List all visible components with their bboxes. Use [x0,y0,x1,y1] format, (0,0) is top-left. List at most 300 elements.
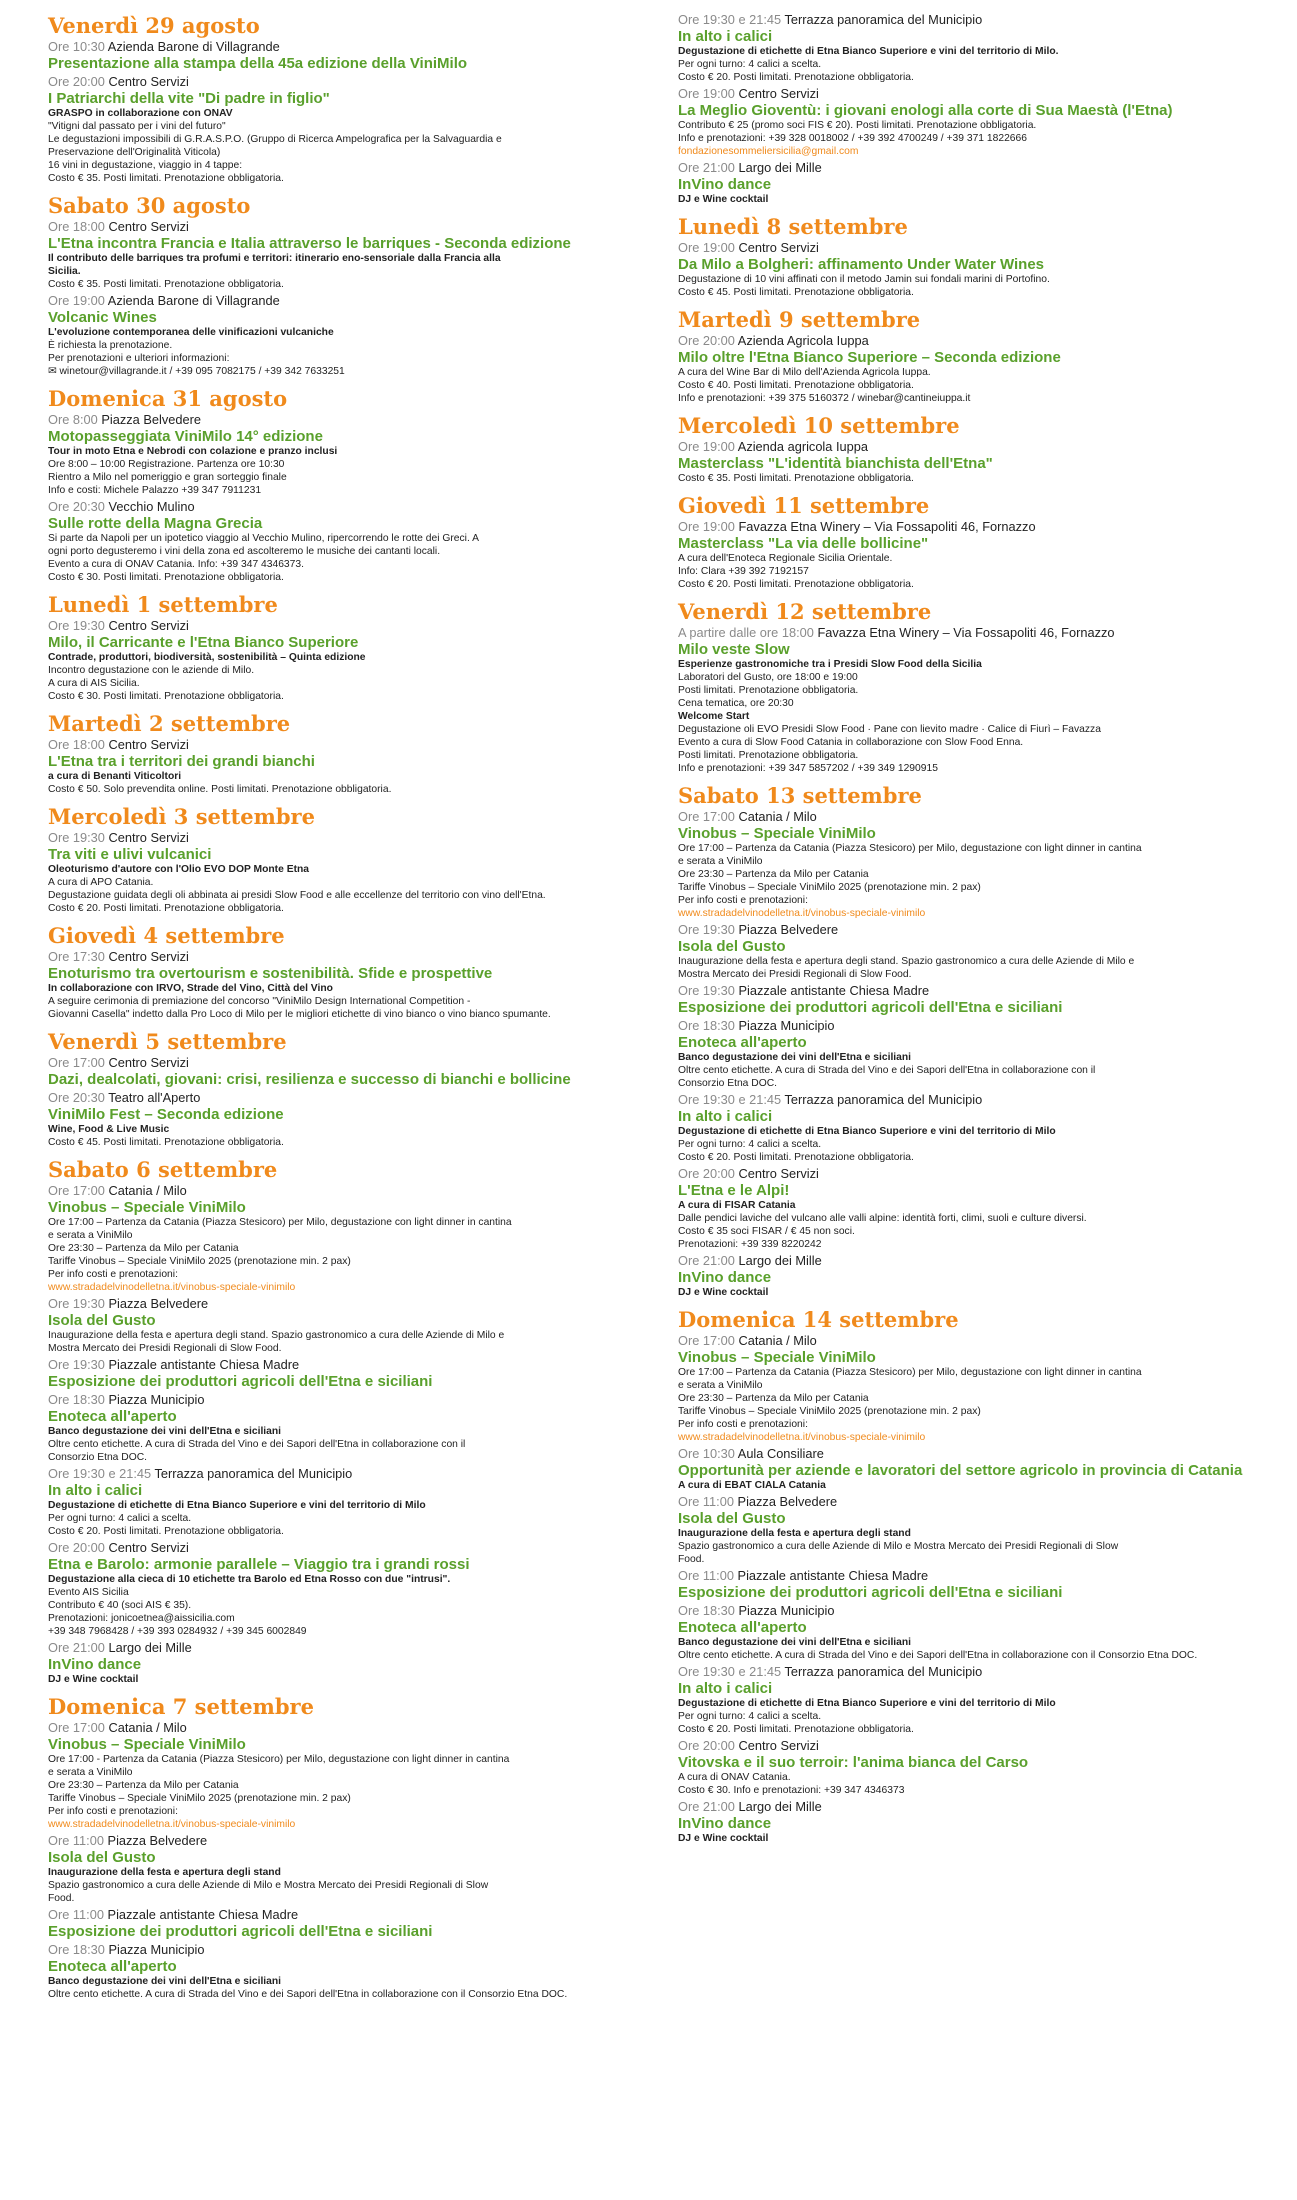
event-title: ViniMilo Fest – Seconda edizione [48,1106,284,1123]
event-title: Enoteca all'aperto [48,1958,177,1975]
event-time: Ore 17:30 [48,949,105,964]
event-detail: Degustazione di 10 vini affinati con il metodo Jamin sui fondali marini di Portofino. [678,274,1050,285]
event-time-place [678,1166,1278,1182]
event-place: Catania / Milo [108,1720,187,1735]
day-block [48,591,648,703]
event-place: Favazza Etna Winery – Via Fossapoliti 46, Fornazzo [738,519,1036,534]
event [48,219,648,291]
event-time: Ore 20:30 [48,1090,105,1105]
event [678,1166,1278,1251]
event-time: Ore 17:00 [678,1333,735,1348]
event-detail: Tariffe Vinobus – Speciale ViniMilo 2025 (prenotazione min. 2 pax) [48,1793,351,1804]
event-title: Isola del Gusto [48,1849,156,1866]
event-time-place [48,499,648,515]
event-title: Etna e Barolo: armonie parallele – Viaggio tra i grandi rossi [48,1556,470,1573]
event-detail: Per ogni turno: 4 calici a scelta. [678,1139,822,1150]
event-time-place [48,1090,648,1106]
day-block [678,782,1278,1299]
day-block [48,192,648,378]
day-block [678,492,1278,591]
event-time: Ore 11:00 [48,1833,104,1848]
event [48,1392,648,1464]
day-title: Mercoledì 10 settembre [678,413,960,438]
event-time: Ore 20:00 [48,74,105,89]
day-block [678,12,1278,206]
event-detail: Prenotazioni: +39 339 8220242 [678,1239,822,1250]
event [678,333,1278,405]
event-time: Ore 21:00 [678,1253,735,1268]
event-detail: Contrade, produttori, biodiversità, sostenibilità – Quinta edizione [48,652,366,663]
event-detail: Wine, Food & Live Music [48,1124,170,1135]
event-detail: Banco degustazione dei vini dell'Etna e siciliani [48,1426,282,1437]
event [48,39,648,72]
event [678,1333,1278,1444]
event-place: Catania / Milo [738,1333,817,1348]
event-detail: Inaugurazione della festa e apertura degli stand [48,1867,281,1878]
event-time: Ore 18:30 [678,1603,735,1618]
event-detail: A cura di FISAR Catania [678,1200,796,1211]
event-title: Esposizione dei produttori agricoli dell'Etna e siciliani [678,999,1063,1016]
event-time: A partire dalle ore 18:00 [678,625,814,640]
day-title: Venerdì 5 settembre [48,1029,287,1054]
event [678,1018,1278,1090]
event-detail: L'evoluzione contemporanea delle vinificazioni vulcaniche [48,327,334,338]
event-time-place [678,809,1278,825]
event-title: Milo, il Carricante e l'Etna Bianco Superiore [48,634,359,651]
event-title: InVino dance [678,176,772,193]
day-title: Giovedì 4 settembre [48,923,285,948]
event-time: Ore 18:00 [48,737,105,752]
event [678,240,1278,299]
event-time: Ore 19:00 [678,439,735,454]
event-title: Dazi, dealcolati, giovani: crisi, resilienza e successo di bianchi e bollicine [48,1071,571,1088]
event-time: Ore 17:00 [48,1183,105,1198]
event-time: Ore 18:00 [48,219,105,234]
event-detail: Ore 23:30 – Partenza da Milo per Catania [678,869,869,880]
event-place: Centro Servizi [738,1738,819,1753]
event [48,1540,648,1638]
event-detail: Oltre cento etichette. A cura di Strada del Vino e dei Sapori dell'Etna in collaborazione con il [678,1065,1096,1076]
event-time-place [678,240,1278,256]
event-link: fondazionesommeliersicilia@gmail.com [678,146,859,157]
event-place: Centro Servizi [108,830,189,845]
event-detail: Contributo € 40 (soci AIS € 35). [48,1600,192,1611]
event [678,160,1278,206]
event-detail: Tariffe Vinobus – Speciale ViniMilo 2025 (prenotazione min. 2 pax) [48,1256,351,1267]
event-place: Terrazza panoramica del Municipio [784,1664,983,1679]
event-detail: A seguire cerimonia di premiazione del concorso "ViniMilo Design International Competition - [48,996,471,1007]
event [678,1568,1278,1601]
event-place: Catania / Milo [738,809,817,824]
event [48,1055,648,1088]
event-place: Catania / Milo [108,1183,187,1198]
event-time: Ore 19:00 [678,240,735,255]
event-time-place [48,830,648,846]
program-column-left [48,12,648,2008]
event-detail: Il contributo delle barriques tra profumi e territori: itinerario eno-sensoriale dalla Francia alla [48,253,501,264]
day-title: Giovedì 11 settembre [678,493,930,518]
event-detail: A cura di AIS Sicilia. [48,678,140,689]
event-time-place [48,618,648,634]
event-title: Vinobus – Speciale ViniMilo [48,1736,246,1753]
event-place: Terrazza panoramica del Municipio [784,12,983,27]
event-title: Isola del Gusto [678,938,786,955]
event-detail: Food. [48,1893,75,1904]
event-detail: GRASPO in collaborazione con ONAV [48,108,233,119]
event-detail: A cura del Wine Bar di Milo dell'Azienda Agricola Iuppa. [678,367,931,378]
event-time-place [48,737,648,753]
day-title: Sabato 30 agosto [48,193,251,218]
event-place: Terrazza panoramica del Municipio [784,1092,983,1107]
event-detail: e serata a ViniMilo [678,1380,763,1391]
event-place: Centro Servizi [738,1166,819,1181]
event [48,737,648,796]
event-time-place [48,949,648,965]
event-detail: Info: Clara +39 392 7192157 [678,566,809,577]
event [678,1603,1278,1662]
event [678,625,1278,775]
event-time-place [678,1568,1278,1584]
event-detail: Costo € 20. Posti limitati. Prenotazione obbligatoria. [48,1526,284,1537]
event [678,86,1278,158]
day-title: Domenica 7 settembre [48,1694,314,1719]
event-place: Centro Servizi [738,86,819,101]
event-detail: Costo € 35. Posti limitati. Prenotazione obbligatoria. [678,473,914,484]
event-time-place [678,1494,1278,1510]
event-detail: Prenotazioni: jonicoetnea@aissicilia.com [48,1613,235,1624]
event-time-place [48,74,648,90]
event-detail: Ore 23:30 – Partenza da Milo per Catania [48,1243,239,1254]
day-title: Sabato 13 settembre [678,783,922,808]
event [48,412,648,497]
event-title: Masterclass "L'identità bianchista dell'Etna" [678,455,993,472]
event-detail: Per info costi e prenotazioni: [48,1269,178,1280]
event-place: Azienda Agricola Iuppa [737,333,869,348]
event-time-place [48,1833,648,1849]
event-time: Ore 11:00 [678,1494,734,1509]
day-block [48,710,648,796]
event-detail: Welcome Start [678,711,750,722]
event-title: Tra viti e ulivi vulcanici [48,846,212,863]
event-time-place [48,1466,648,1482]
event-detail: Food. [678,1554,705,1565]
event-time-place [678,983,1278,999]
event-title: Vinobus – Speciale ViniMilo [678,1349,876,1366]
day-title: Domenica 31 agosto [48,386,288,411]
event-detail: Consorzio Etna DOC. [48,1452,148,1463]
event-time: Ore 19:30 e 21:45 [48,1466,152,1481]
event [678,1799,1278,1845]
event-time-place [48,1907,648,1923]
event-detail: Costo € 45. Posti limitati. Prenotazione obbligatoria. [48,1137,284,1148]
event-title: Isola del Gusto [678,1510,786,1527]
event-detail: Costo € 35. Posti limitati. Prenotazione obbligatoria. [48,279,284,290]
event-detail: Per info costi e prenotazioni: [48,1806,178,1817]
event-detail: A cura di APO Catania. [48,877,154,888]
event-detail: In collaborazione con IRVO, Strade del Vino, Città del Vino [48,983,333,994]
event-time-place [678,519,1278,535]
event-detail: Ore 17:00 – Partenza da Catania (Piazza Stesicoro) per Milo, degustazione con light dinner in cantina [678,843,1142,854]
event-detail: DJ e Wine cocktail [678,194,769,205]
event-detail: Costo € 30. Info e prenotazioni: +39 347 4346373 [678,1785,905,1796]
event-detail: Consorzio Etna DOC. [678,1078,778,1089]
event-detail: Info e prenotazioni: +39 328 0018002 / +39 392 4700249 / +39 371 1822666 [678,133,1027,144]
event-place: Vecchio Mulino [108,499,195,514]
event-place: Centro Servizi [108,74,189,89]
event-detail: Ore 8:00 – 10:00 Registrazione. Partenza ore 10:30 [48,459,285,470]
event [48,293,648,378]
event [48,499,648,584]
event-place: Centro Servizi [108,618,189,633]
event-place: Centro Servizi [738,240,819,255]
event-time-place [678,1603,1278,1619]
event-place: Centro Servizi [108,1055,189,1070]
event-time-place [48,1720,648,1736]
event-place: Centro Servizi [108,737,189,752]
event [48,1296,648,1355]
event [678,439,1278,485]
event-time-place [48,1392,648,1408]
event [678,12,1278,84]
event-time: Ore 11:00 [48,1907,104,1922]
event-time-place [678,333,1278,349]
event-detail: Ore 17:00 – Partenza da Catania (Piazza Stesicoro) per Milo, degustazione con light dinner in cantina [678,1367,1142,1378]
event [48,1720,648,1831]
event-time-place [678,439,1278,455]
event-time: Ore 21:00 [678,160,735,175]
day-block [48,385,648,584]
event-title: Sulle rotte della Magna Grecia [48,515,263,532]
event-detail: DJ e Wine cocktail [678,1287,769,1298]
event-time-place [678,1253,1278,1269]
event [48,830,648,915]
event-time: Ore 20:00 [678,333,735,348]
event-place: Favazza Etna Winery – Via Fossapoliti 46, Fornazzo [817,625,1115,640]
event-time-place [678,1333,1278,1349]
event-detail: "Vitigni dal passato per i vini del futuro" [48,121,226,132]
event-title: Esposizione dei produttori agricoli dell'Etna e siciliani [678,1584,1063,1601]
event-title: Vitovska e il suo terroir: l'anima bianca del Carso [678,1754,1029,1771]
event-detail: Costo € 20. Posti limitati. Prenotazione obbligatoria. [678,1724,914,1735]
event-time-place [678,1446,1278,1462]
event-time: Ore 19:00 [48,293,105,308]
day-block [678,1306,1278,1845]
event-detail: A cura di EBAT CIALA Catania [678,1480,826,1491]
event-detail: A cura di ONAV Catania. [678,1772,791,1783]
event-detail: Ore 23:30 – Partenza da Milo per Catania [678,1393,869,1404]
event-detail: Posti limitati. Prenotazione obbligatoria. [678,750,859,761]
event-place: Azienda agricola Iuppa [737,439,868,454]
day-block [48,1693,648,2001]
event-time: Ore 19:30 e 21:45 [678,1664,782,1679]
event-detail: Degustazione di etichette di Etna Bianco Superiore e vini del territorio di Milo [678,1126,1056,1137]
event-time-place [48,293,648,309]
day-title: Venerdì 29 agosto [48,13,260,38]
event-detail: Preservazione dell'Originalità Viticola) [48,147,221,158]
event-place: Piazza Municipio [108,1942,205,1957]
event-title: Opportunità per aziende e lavoratori del settore agricolo in provincia di Catania [678,1462,1243,1479]
event-detail: Per ogni turno: 4 calici a scelta. [678,59,822,70]
event-detail: +39 348 7968428 / +39 393 0284932 / +39 345 6002849 [48,1626,307,1637]
event [48,1942,648,2001]
event [678,1092,1278,1164]
event-title: Vinobus – Speciale ViniMilo [678,825,876,842]
event-title: InVino dance [48,1656,142,1673]
event-time: Ore 19:30 [48,1357,105,1372]
event-detail: Costo € 45. Posti limitati. Prenotazione obbligatoria. [678,287,914,298]
day-title: Mercoledì 3 settembre [48,804,315,829]
event-time-place [678,1738,1278,1754]
event-detail: e serata a ViniMilo [678,856,763,867]
event-time-place [678,1092,1278,1108]
event-detail: a cura di Benanti Viticoltori [48,771,182,782]
event-place: Piazza Municipio [108,1392,205,1407]
event-detail: Costo € 20. Posti limitati. Prenotazione obbligatoria. [678,579,914,590]
event-place: Piazzale antistante Chiesa Madre [108,1357,300,1372]
day-block [48,922,648,1021]
event-detail: Inaugurazione della festa e apertura degli stand. Spazio gastronomico a cura delle Aziende di Milo e [678,956,1135,967]
day-block [678,598,1278,775]
event-detail: Le degustazioni impossibili di G.R.A.S.P.O. (Gruppo di Ricerca Ampelografica per la Salvaguardia e [48,134,502,145]
event-detail: Sicilia. [48,266,81,277]
event-time: Ore 20:00 [678,1738,735,1753]
event [678,1738,1278,1797]
event-detail: Costo € 20. Posti limitati. Prenotazione obbligatoria. [678,1152,914,1163]
event-time: Ore 19:00 [678,86,735,101]
event-place: Piazzale antistante Chiesa Madre [737,1568,929,1583]
event [48,1833,648,1905]
event-detail: Degustazione guidata degli oli abbinata ai presidi Slow Food e alle eccellenze del territorio con vino dell'Etna. [48,890,546,901]
event-time: Ore 17:00 [48,1055,105,1070]
event-place: Largo dei Mille [738,1799,822,1814]
event-title: L'Etna incontra Francia e Italia attraverso le barriques - Seconda edizione [48,235,571,252]
event-time: Ore 19:30 [48,1296,105,1311]
event-time-place [678,922,1278,938]
event-title: Volcanic Wines [48,309,157,326]
event-time: Ore 19:30 [48,830,105,845]
event-time-place [678,160,1278,176]
event-detail: Oltre cento etichette. A cura di Strada del Vino e dei Sapori dell'Etna in collaborazione con il [48,1439,466,1450]
event-detail: Costo € 50. Solo prevendita online. Posti limitati. Prenotazione obbligatoria. [48,784,392,795]
event-time: Ore 8:00 [48,412,98,427]
event [678,1664,1278,1736]
event-detail: Contributo € 25 (promo soci FIS € 20). Posti limitati. Prenotazione obbligatoria. [678,120,1037,131]
event-place: Terrazza panoramica del Municipio [154,1466,353,1481]
event-title: In alto i calici [678,1680,773,1697]
event-title: In alto i calici [678,1108,773,1125]
event-detail: Mostra Mercato dei Presidi Regionali di Slow Food. [48,1343,282,1354]
event-link: www.stradadelvinodelletna.it/vinobus-speciale-vinimilo [678,1432,926,1443]
event-time-place [48,1055,648,1071]
event-title: Masterclass "La via delle bollicine" [678,535,929,552]
event-time-place [48,1942,648,1958]
event-time-place [48,1540,648,1556]
event-title: InVino dance [678,1269,772,1286]
day-block [48,12,648,185]
event-detail: Evento a cura di ONAV Catania. Info: +39 347 4346373. [48,559,304,570]
event-detail: Degustazione alla cieca di 10 etichette tra Barolo ed Etna Rosso con due "intrusi". [48,1574,451,1585]
event-detail: Degustazione di etichette di Etna Bianco Superiore e vini del territorio di Milo [678,1698,1056,1709]
event-detail: Ore 17:00 – Partenza da Catania (Piazza Stesicoro) per Milo, degustazione con light dinner in cantina [48,1217,512,1228]
event-detail: DJ e Wine cocktail [678,1833,769,1844]
event-place: Piazza Municipio [738,1603,835,1618]
event-detail: Info e costi: Michele Palazzo +39 347 7911231 [48,485,262,496]
event-time: Ore 20:00 [678,1166,735,1181]
event-time-place [48,1640,648,1656]
event-time-place [48,412,648,428]
event-time: Ore 17:00 [678,809,735,824]
event-title: Presentazione alla stampa della 45a edizione della ViniMilo [48,55,468,72]
event-detail: Info e prenotazioni: +39 375 5160372 / winebar@cantineiuppa.it [678,393,971,404]
event [678,983,1278,1016]
day-title: Martedì 2 settembre [48,711,291,736]
event-title: La Meglio Gioventù: i giovani enologi alla corte di Sua Maestà (l'Etna) [678,102,1173,119]
day-title: Martedì 9 settembre [678,307,921,332]
event-time-place [48,39,648,55]
event-title: I Patriarchi della vite "Di padre in figlio" [48,90,330,107]
event [48,1640,648,1686]
event [48,949,648,1021]
event-detail: Costo € 40. Posti limitati. Prenotazione obbligatoria. [678,380,914,391]
event-time: Ore 11:00 [678,1568,734,1583]
event-time: Ore 10:30 [48,39,105,54]
event-title: Esposizione dei produttori agricoli dell'Etna e siciliani [48,1373,433,1390]
event-detail: Oltre cento etichette. A cura di Strada del Vino e dei Sapori dell'Etna in collaborazione con il Consorzio Etna DOC. [678,1650,1198,1661]
event-place: Piazza Belvedere [738,922,839,937]
event-detail: Costo € 20. Posti limitati. Prenotazione obbligatoria. [678,72,914,83]
event-detail: Per info costi e prenotazioni: [678,1419,808,1430]
event-detail: È richiesta la prenotazione. [48,340,173,351]
event-place: Largo dei Mille [738,1253,822,1268]
event-title: Milo veste Slow [678,641,790,658]
event [678,1446,1278,1492]
day-block [48,1156,648,1686]
event-detail: Costo € 20. Posti limitati. Prenotazione obbligatoria. [48,903,284,914]
event-time-place [678,12,1278,28]
event-detail: e serata a ViniMilo [48,1767,133,1778]
event-detail: Evento AIS Sicilia [48,1587,129,1598]
event-detail: Banco degustazione dei vini dell'Etna e siciliani [678,1637,912,1648]
event-time: Ore 21:00 [678,1799,735,1814]
event-title: Enoturismo tra overtourism e sostenibilità. Sfide e prospettive [48,965,493,982]
event-time-place [678,1664,1278,1680]
event-detail: Degustazione di etichette di Etna Bianco Superiore e vini del territorio di Milo. [678,46,1059,57]
event-time: Ore 19:00 [678,519,735,534]
day-title: Venerdì 12 settembre [678,599,932,624]
event-time: Ore 19:30 [48,618,105,633]
event-link: www.stradadelvinodelletna.it/vinobus-speciale-vinimilo [48,1282,296,1293]
event [48,1907,648,1940]
day-block [678,306,1278,405]
event [48,1357,648,1390]
event-detail: Tariffe Vinobus – Speciale ViniMilo 2025 (prenotazione min. 2 pax) [678,882,981,893]
event-link: www.stradadelvinodelletna.it/vinobus-speciale-vinimilo [678,908,926,919]
day-block [678,412,1278,485]
event-time-place [48,1183,648,1199]
event-place: Teatro all'Aperto [108,1090,201,1105]
event-title: Enoteca all'aperto [48,1408,177,1425]
event-time-place [48,219,648,235]
event-detail: Costo € 35. Posti limitati. Prenotazione obbligatoria. [48,173,284,184]
event-title: Milo oltre l'Etna Bianco Superiore – Seconda edizione [678,349,1061,366]
event-detail: ✉ winetour@villagrande.it / +39 095 7082175 / +39 342 7633251 [48,366,345,377]
event-detail: Mostra Mercato dei Presidi Regionali di Slow Food. [678,969,912,980]
event-detail: Si parte da Napoli per un ipotetico viaggio al Vecchio Mulino, ripercorrendo le rotte dei Greci. A [48,533,479,544]
event-time: Ore 18:30 [48,1392,105,1407]
day-title: Domenica 14 settembre [678,1307,959,1332]
event-detail: Ore 17:00 - Partenza da Catania (Piazza Stesicoro) per Milo, degustazione con light dinner in cantina [48,1754,510,1765]
event-place: Centro Servizi [108,1540,189,1555]
